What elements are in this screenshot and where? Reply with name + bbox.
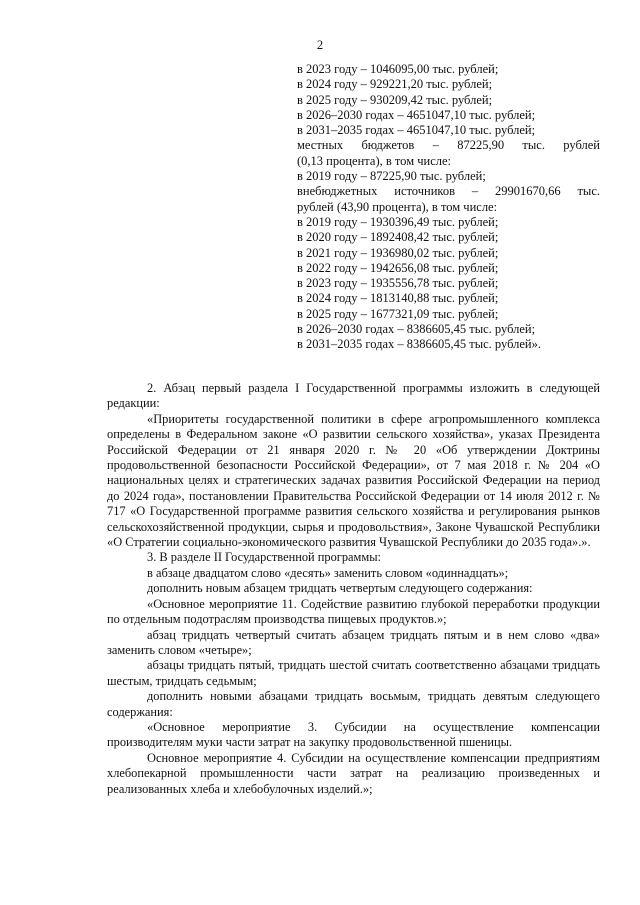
list-item: местных бюджетов – 87225,90 тыс. рублей [297,138,600,153]
list-item: в 2026–2030 годах – 8386605,45 тыс. рублей; [297,322,536,337]
paragraph: дополнить новыми абзацами тридцать восьмым, тридцать девятым следующего содержания: [107,689,600,719]
paragraph: «Основное мероприятие 11. Содействие развитию глубокой переработки продукции по отдельным подотраслям производства пищевых продуктов.»; [107,596,600,627]
list-item: в 2031–2035 годах – 8386605,45 тыс. рублей». [297,337,541,352]
page-number: 2 [316,38,324,52]
list-item: в 2020 году – 1892408,42 тыс. рублей; [297,230,499,245]
paragraph: 2. Абзац первый раздела I Государственной программы изложить в следующей редакции: [107,381,600,411]
list-item: в 2023 году – 1935556,78 тыс. рублей; [297,276,499,291]
list-item: в 2019 году – 1930396,49 тыс. рублей; [297,214,499,229]
list-item: в 2025 году – 1677321,09 тыс. рублей; [297,306,499,321]
list-item: в 2023 году – 1046095,00 тыс. рублей; [297,62,499,76]
list-item: внебюджетных источников – 29901670,66 тыс. [297,184,600,199]
paragraph: абзац тридцать четвертый считать абзацем тридцать пятым и в нем слово «два» заменить словом «четыре»; [107,627,600,657]
paragraph: дополнить новым абзацем тридцать четвертым следующего содержания: [147,581,533,596]
paragraph: Основное мероприятие 4. Субсидии на осуществление компенсации предприятиям хлебопекарной промышленности части затрат на реализацию произведенных и реализованных хлеба и хлебобулочных изделий.»; [107,750,600,796]
list-item: в 2022 году – 1942656,08 тыс. рублей; [297,260,499,275]
list-item: (0,13 процента), в том числе: [297,153,452,168]
list-item: в 2026–2030 годах – 4651047,10 тыс. рублей; [297,107,536,122]
paragraph: в абзаце двадцатом слово «десять» заменить словом «одиннадцать»; [147,565,509,580]
paragraph: абзацы тридцать пятый, тридцать шестой считать соответственно абзацами тридцать шестым, тридцать седьмым; [107,658,600,688]
list-item: в 2024 году – 1813140,88 тыс. рублей; [297,291,499,306]
paragraph: «Приоритеты государственной политики в сфере агропромышленного комплекса определены в Федеральном законе «О развитии сельского хозяйства», указах Президента Российской Федерации от 21 января 2020 г. № 20 «Об утверждении Доктрины продовольственной безопасности Российской Федерации», от 7 мая 2018 г. № 204 «О национальных целях и стратегических задачах развития Российской Федерации на период до 2024 года», постановлении Правительства Российской Федерации от 14 июля 2012 г. № 717 «О Государственной программе развития сельского хозяйства и регулирования рынков сельскохозяйственной продукции, сырья и продовольствия», Законе Чувашской Республики «О Стратегии социально-экономического развития Чувашской Республики до 2035 года».». [107,411,600,550]
list-item: в 2019 году – 87225,90 тыс. рублей; [297,169,486,184]
main-text [107,381,600,797]
list-item: в 2031–2035 годах – 4651047,10 тыс. рублей; [297,123,536,138]
list-item: в 2024 году – 929221,20 тыс. рублей; [297,77,493,92]
funding-list [297,62,600,353]
list-item: в 2025 году – 930209,42 тыс. рублей; [297,92,493,107]
paragraph: 3. В разделе II Государственной программы: [147,550,382,565]
list-item: в 2021 году – 1936980,02 тыс. рублей; [297,245,499,260]
list-item: рублей (43,90 процента), в том числе: [297,199,498,214]
paragraph: «Основное мероприятие 3. Субсидии на осуществление компенсации производителям муки части затрат на закупку продовольственной пшеницы. [107,719,600,750]
